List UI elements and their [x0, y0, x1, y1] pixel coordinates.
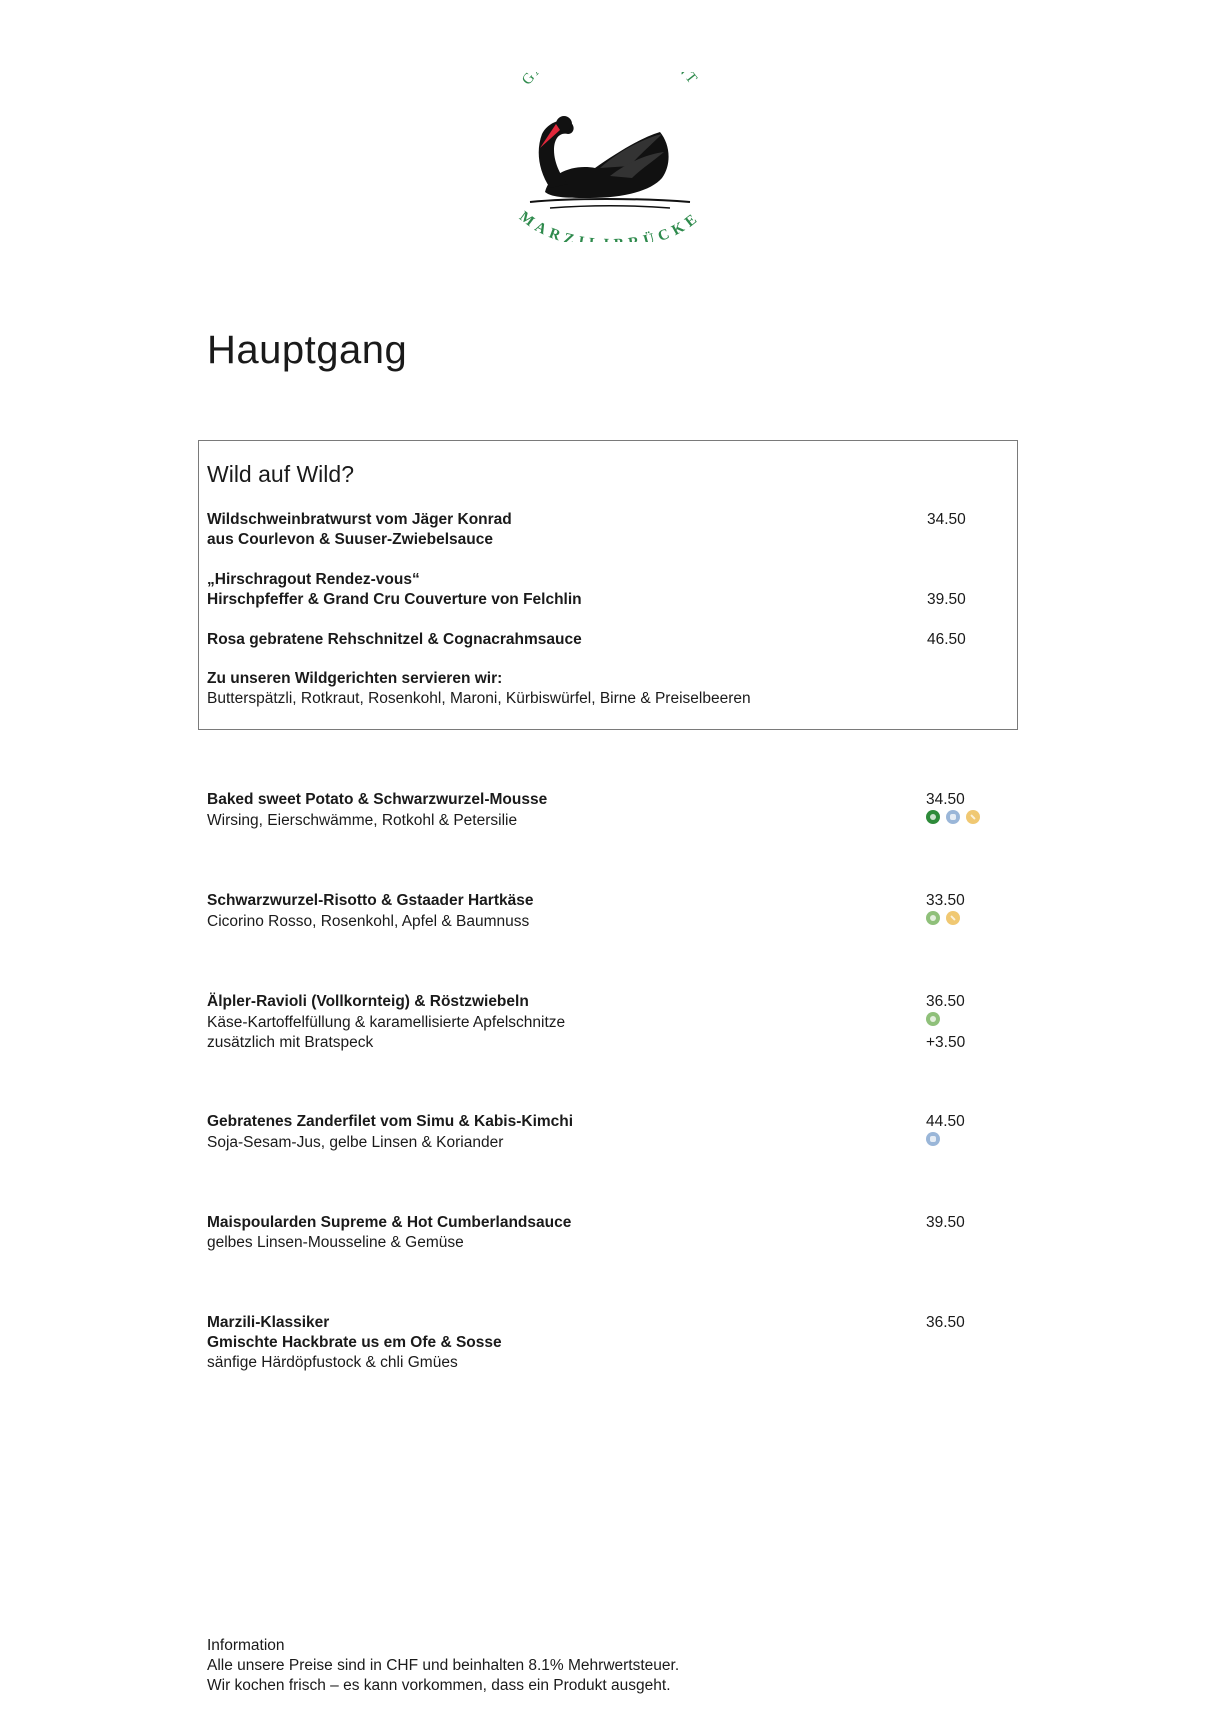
- dish-description: Soja-Sesam-Jus, gelbe Linsen & Koriander: [207, 1134, 504, 1151]
- dish-description: Cicorino Rosso, Rosenkohl, Apfel & Baumnuss: [207, 913, 530, 930]
- info-line: Wir kochen frisch – es kann vorkommen, dass ein Produkt ausgeht.: [207, 1677, 671, 1694]
- page-title: Hauptgang: [207, 328, 408, 372]
- dish-price: 34.50: [926, 791, 965, 808]
- dish-name: Gebratenes Zanderfilet vom Simu & Kabis-Kimchi: [207, 1113, 574, 1130]
- dish-price: 36.50: [926, 1314, 965, 1331]
- dish-description: Käse-Kartoffelfüllung & karamellisierte Apfelschnitze: [207, 1014, 566, 1031]
- wild-item-name: „Hirschragout Rendez-vous“: [207, 571, 420, 588]
- logo-bottom-text: MARZ ÜCKE: [516, 208, 704, 242]
- wild-item-name: aus Courlevon & Suuser-Zwiebelsauce: [207, 531, 493, 548]
- wild-sides-text: Butterspätzli, Rotkraut, Rosenkohl, Maroni, Kürbiswürfel, Birne & Preiselbeeren: [207, 690, 751, 707]
- wild-item-name: Wildschweinbratwurst vom Jäger Konrad: [207, 511, 512, 528]
- wild-item-name: Hirschpfeffer & Grand Cru Couverture von Felchlin: [207, 591, 582, 608]
- info-heading: Information: [207, 1637, 285, 1654]
- svg-text:MARZILIBRÜCKE: [516, 209, 704, 242]
- dish-name: Älpler-Ravioli (Vollkornteig) & Röstzwiebeln: [207, 993, 529, 1010]
- dish-price: 44.50: [926, 1113, 965, 1130]
- wild-item-price: 39.50: [927, 591, 966, 608]
- dish-diet-icons: [926, 911, 960, 925]
- dish-name-line2: Gmischte Hackbrate us em Ofe & Sosse: [207, 1334, 502, 1351]
- wild-section-box: [198, 440, 1018, 730]
- info-line: Alle unsere Preise sind in CHF und beinhalten 8.1% Mehrwertsteuer.: [207, 1657, 680, 1674]
- logo-top-text: G T: [519, 72, 701, 89]
- dish-description: Wirsing, Eierschwämme, Rotkohl & Petersilie: [207, 812, 518, 829]
- dish-name: Schwarzwurzel-Risotto & Gstaader Hartkäse: [207, 892, 534, 909]
- dish-price: 33.50: [926, 892, 965, 909]
- gluten-free-icon: [926, 1132, 940, 1146]
- nut-free-icon: [946, 911, 960, 925]
- wild-section-title: Wild auf Wild?: [207, 461, 354, 487]
- dish-diet-icons: [926, 1012, 940, 1026]
- dish-price: 36.50: [926, 993, 965, 1010]
- wild-sides-heading: Zu unseren Wildgerichten servieren wir:: [207, 670, 503, 687]
- wild-item-price: 46.50: [927, 631, 966, 648]
- dish-diet-icons: [926, 810, 980, 824]
- swan-logo-icon: [490, 72, 730, 242]
- dish-description: sänfige Härdöpfustock & chli Gmües: [207, 1354, 458, 1371]
- dish-diet-icons: [926, 1132, 940, 1146]
- dish-description: gelbes Linsen-Mousseline & Gemüse: [207, 1234, 464, 1251]
- dish-name: Maispoularden Supreme & Hot Cumberlandsauce: [207, 1214, 572, 1231]
- vegetarian-icon: [926, 1012, 940, 1026]
- info-footer: [207, 1636, 679, 1696]
- wild-item-name: Rosa gebratene Rehschnitzel & Cognacrahmsauce: [207, 631, 582, 648]
- nut-free-icon: [966, 810, 980, 824]
- dish-name: Baked sweet Potato & Schwarzwurzel-Mousse: [207, 791, 548, 808]
- dish-name: Marzili-Klassiker: [207, 1314, 330, 1331]
- vegan-icon: [926, 810, 940, 824]
- vegetarian-icon: [926, 911, 940, 925]
- gluten-free-icon: [946, 810, 960, 824]
- wild-item-price: 34.50: [927, 511, 966, 528]
- dish-extra: zusätzlich mit Bratspeck: [207, 1034, 374, 1051]
- dish-price: 39.50: [926, 1214, 965, 1231]
- svg-text:GARTENRESTAURANT: [519, 72, 701, 88]
- dish-extra-price: +3.50: [926, 1034, 966, 1051]
- restaurant-logo: [490, 72, 730, 242]
